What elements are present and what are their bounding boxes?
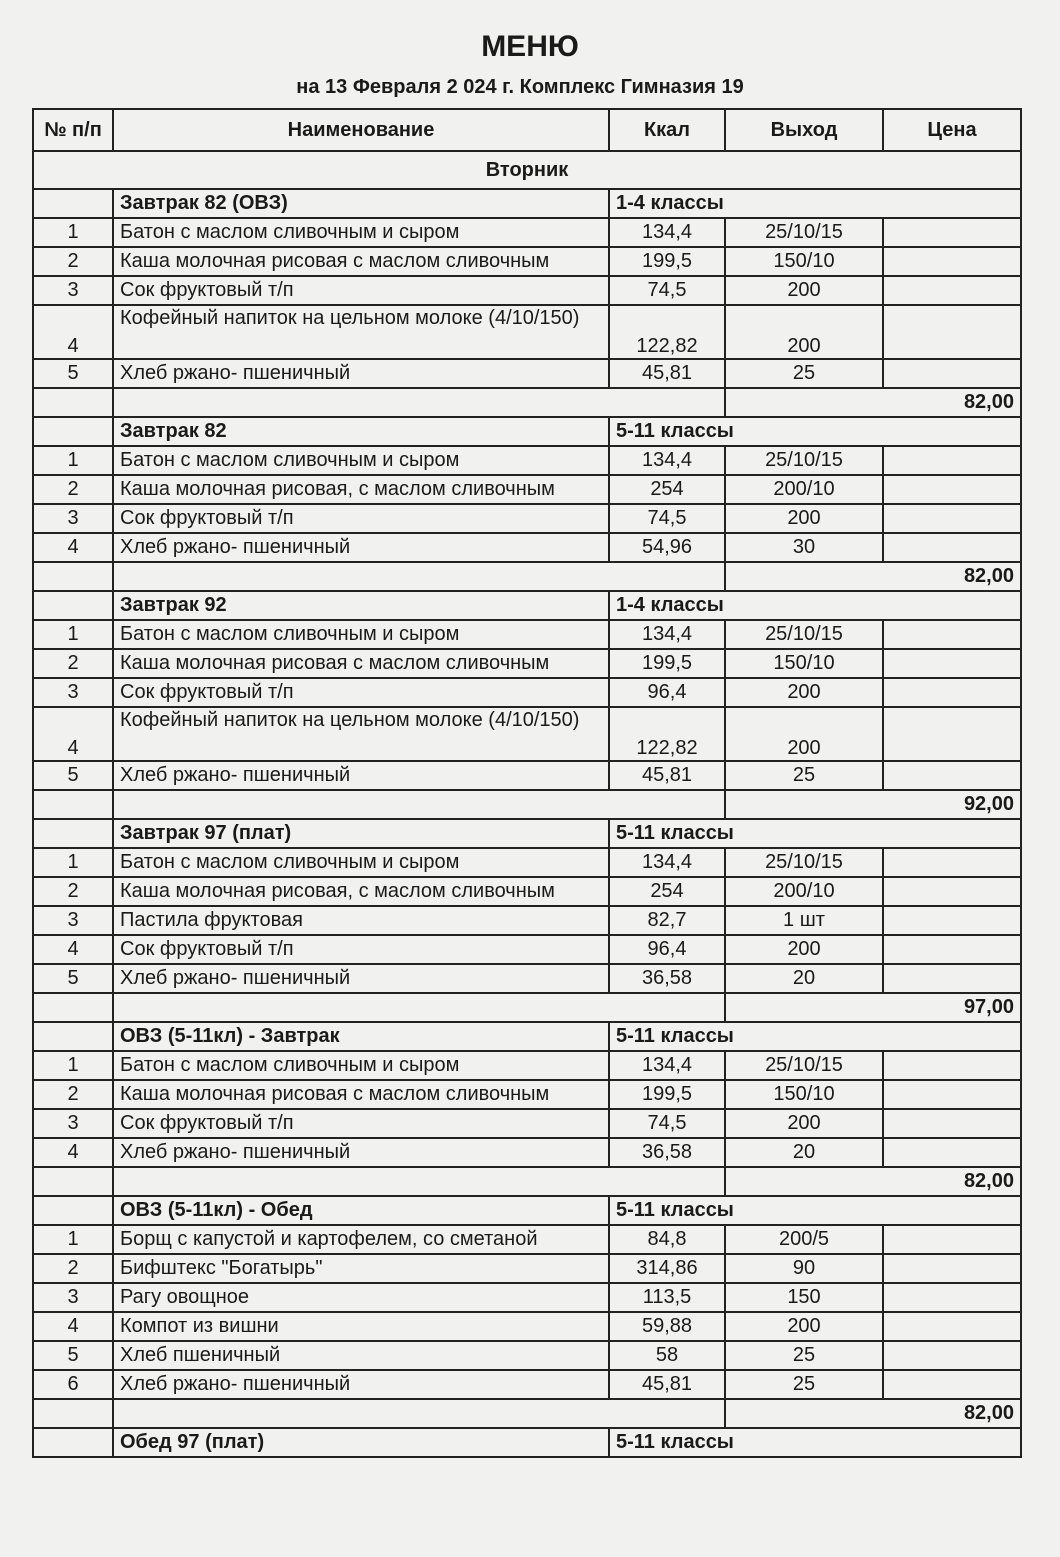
item-kcal: 36,58 — [609, 964, 725, 993]
item-name: Рагу овощное — [113, 1283, 609, 1312]
item-price — [883, 906, 1021, 935]
item-kcal: 45,81 — [609, 1370, 725, 1399]
total-empty-cell — [33, 388, 113, 417]
item-kcal: 74,5 — [609, 276, 725, 305]
item-number: 3 — [33, 1283, 113, 1312]
item-output: 200 — [725, 276, 883, 305]
item-price — [883, 305, 1021, 359]
item-name: Сок фруктовый т/п — [113, 276, 609, 305]
table-row — [33, 276, 1021, 305]
item-price — [883, 1109, 1021, 1138]
table-row — [33, 678, 1021, 707]
section-total-price: 82,00 — [725, 1167, 1021, 1196]
item-output: 200 — [725, 504, 883, 533]
section-title: ОВЗ (5-11кл) - Завтрак — [113, 1022, 609, 1051]
item-output: 200 — [725, 1109, 883, 1138]
item-price — [883, 848, 1021, 877]
header-price: Цена — [883, 109, 1021, 151]
header-output: Выход — [725, 109, 883, 151]
section-title: Завтрак 82 (ОВЗ) — [113, 189, 609, 218]
item-number: 1 — [33, 218, 113, 247]
item-number: 4 — [33, 305, 113, 359]
item-output: 20 — [725, 1138, 883, 1167]
item-output: 150 — [725, 1283, 883, 1312]
item-output: 20 — [725, 964, 883, 993]
section-classes: 5-11 классы — [609, 417, 1021, 446]
item-number: 6 — [33, 1370, 113, 1399]
total-empty-cell — [33, 993, 113, 1022]
section-title: ОВЗ (5-11кл) - Обед — [113, 1196, 609, 1225]
item-price — [883, 649, 1021, 678]
table-row — [33, 848, 1021, 877]
item-output: 150/10 — [725, 247, 883, 276]
item-name: Батон с маслом сливочным и сыром — [113, 620, 609, 649]
table-row — [33, 1370, 1021, 1399]
item-kcal: 45,81 — [609, 359, 725, 388]
item-name: Сок фруктовый т/п — [113, 935, 609, 964]
table-row — [33, 446, 1021, 475]
section-classes: 5-11 классы — [609, 1428, 1021, 1457]
item-price — [883, 1225, 1021, 1254]
table-row — [33, 1080, 1021, 1109]
section-header-row — [33, 1428, 1021, 1457]
total-empty-cell — [113, 562, 725, 591]
section-num-cell — [33, 1022, 113, 1051]
item-output: 200 — [725, 707, 883, 761]
section-classes: 5-11 классы — [609, 1196, 1021, 1225]
item-kcal: 199,5 — [609, 649, 725, 678]
table-row — [33, 1254, 1021, 1283]
item-price — [883, 935, 1021, 964]
table-row — [33, 1225, 1021, 1254]
table-row — [33, 1312, 1021, 1341]
page-subtitle: на 13 Февраля 2 024 г. Комплекс Гимназия 19 — [296, 76, 744, 98]
item-name: Батон с маслом сливочным и сыром — [113, 446, 609, 475]
item-price — [883, 1283, 1021, 1312]
total-empty-cell — [33, 1167, 113, 1196]
item-price — [883, 218, 1021, 247]
table-row — [33, 877, 1021, 906]
item-number: 2 — [33, 475, 113, 504]
section-total-row — [33, 562, 1021, 591]
section-total-price: 97,00 — [725, 993, 1021, 1022]
item-kcal: 134,4 — [609, 446, 725, 475]
day-label: Вторник — [33, 151, 1021, 189]
item-name: Хлеб ржано- пшеничный — [113, 1138, 609, 1167]
item-number: 2 — [33, 247, 113, 276]
item-number: 5 — [33, 964, 113, 993]
item-number: 2 — [33, 1080, 113, 1109]
item-name: Батон с маслом сливочным и сыром — [113, 848, 609, 877]
item-price — [883, 1370, 1021, 1399]
item-name: Хлеб ржано- пшеничный — [113, 761, 609, 790]
total-empty-cell — [33, 790, 113, 819]
total-empty-cell — [113, 1167, 725, 1196]
section-total-price: 82,00 — [725, 562, 1021, 591]
table-row — [33, 1109, 1021, 1138]
item-kcal: 122,82 — [609, 707, 725, 761]
item-price — [883, 1051, 1021, 1080]
total-empty-cell — [33, 1399, 113, 1428]
table-row — [33, 1341, 1021, 1370]
item-output: 25 — [725, 1341, 883, 1370]
section-classes: 1-4 классы — [609, 591, 1021, 620]
section-num-cell — [33, 417, 113, 446]
item-name: Кофейный напиток на цельном молоке (4/10/150) — [113, 707, 609, 761]
table-row — [33, 649, 1021, 678]
table-row — [33, 964, 1021, 993]
item-name: Батон с маслом сливочным и сыром — [113, 1051, 609, 1080]
item-kcal: 45,81 — [609, 761, 725, 790]
item-name: Пастила фруктовая — [113, 906, 609, 935]
item-output: 200/10 — [725, 475, 883, 504]
section-total-price: 82,00 — [725, 1399, 1021, 1428]
item-number: 5 — [33, 1341, 113, 1370]
item-number: 3 — [33, 678, 113, 707]
item-kcal: 82,7 — [609, 906, 725, 935]
item-price — [883, 1312, 1021, 1341]
item-output: 25/10/15 — [725, 620, 883, 649]
item-number: 4 — [33, 1312, 113, 1341]
item-name: Каша молочная рисовая, с маслом сливочным — [113, 475, 609, 504]
total-empty-cell — [33, 562, 113, 591]
item-name: Бифштекс "Богатырь" — [113, 1254, 609, 1283]
item-output: 1 шт — [725, 906, 883, 935]
item-kcal: 134,4 — [609, 620, 725, 649]
item-kcal: 59,88 — [609, 1312, 725, 1341]
item-name: Борщ с капустой и картофелем, со сметаной — [113, 1225, 609, 1254]
item-output: 25 — [725, 761, 883, 790]
item-kcal: 74,5 — [609, 504, 725, 533]
item-output: 25/10/15 — [725, 1051, 883, 1080]
item-name: Каша молочная рисовая с маслом сливочным — [113, 247, 609, 276]
item-price — [883, 964, 1021, 993]
item-number: 5 — [33, 359, 113, 388]
header-name: Наименование — [113, 109, 609, 151]
section-header-row — [33, 417, 1021, 446]
header-num: № п/п — [33, 109, 113, 151]
item-name: Сок фруктовый т/п — [113, 678, 609, 707]
item-number: 1 — [33, 848, 113, 877]
section-title: Завтрак 97 (плат) — [113, 819, 609, 848]
item-name: Каша молочная рисовая с маслом сливочным — [113, 1080, 609, 1109]
item-output: 150/10 — [725, 1080, 883, 1109]
item-kcal: 122,82 — [609, 305, 725, 359]
item-price — [883, 1138, 1021, 1167]
section-header-row — [33, 1196, 1021, 1225]
item-price — [883, 707, 1021, 761]
item-kcal: 254 — [609, 475, 725, 504]
item-number: 3 — [33, 276, 113, 305]
table-row — [33, 1051, 1021, 1080]
item-output: 150/10 — [725, 649, 883, 678]
item-number: 1 — [33, 1225, 113, 1254]
section-total-price: 82,00 — [725, 388, 1021, 417]
item-kcal: 58 — [609, 1341, 725, 1370]
table-row — [33, 504, 1021, 533]
item-output: 25 — [725, 1370, 883, 1399]
item-kcal: 134,4 — [609, 1051, 725, 1080]
item-number: 1 — [33, 1051, 113, 1080]
item-number: 1 — [33, 446, 113, 475]
section-header-row — [33, 819, 1021, 848]
table-row — [33, 761, 1021, 790]
item-kcal: 84,8 — [609, 1225, 725, 1254]
item-output: 25/10/15 — [725, 446, 883, 475]
item-name: Хлеб пшеничный — [113, 1341, 609, 1370]
item-name: Батон с маслом сливочным и сыром — [113, 218, 609, 247]
item-name: Хлеб ржано- пшеничный — [113, 533, 609, 562]
section-num-cell — [33, 819, 113, 848]
item-price — [883, 620, 1021, 649]
section-title: Обед 97 (плат) — [113, 1428, 609, 1457]
item-kcal: 96,4 — [609, 935, 725, 964]
item-price — [883, 276, 1021, 305]
table-row — [33, 620, 1021, 649]
item-number: 3 — [33, 504, 113, 533]
item-price — [883, 446, 1021, 475]
item-name: Хлеб ржано- пшеничный — [113, 1370, 609, 1399]
section-title: Завтрак 82 — [113, 417, 609, 446]
item-kcal: 36,58 — [609, 1138, 725, 1167]
section-total-price: 92,00 — [725, 790, 1021, 819]
item-price — [883, 475, 1021, 504]
section-total-row — [33, 993, 1021, 1022]
section-total-row — [33, 1399, 1021, 1428]
section-header-row — [33, 591, 1021, 620]
item-number: 3 — [33, 1109, 113, 1138]
section-title: Завтрак 92 — [113, 591, 609, 620]
item-price — [883, 1341, 1021, 1370]
item-output: 90 — [725, 1254, 883, 1283]
section-num-cell — [33, 1428, 113, 1457]
item-number: 4 — [33, 1138, 113, 1167]
item-number: 3 — [33, 906, 113, 935]
total-empty-cell — [113, 790, 725, 819]
day-row — [33, 151, 1021, 189]
item-price — [883, 1080, 1021, 1109]
menu-table — [32, 108, 1022, 1458]
table-row — [33, 305, 1021, 359]
item-name: Хлеб ржано- пшеничный — [113, 359, 609, 388]
item-name: Каша молочная рисовая, с маслом сливочным — [113, 877, 609, 906]
section-total-row — [33, 790, 1021, 819]
table-row — [33, 247, 1021, 276]
item-kcal: 134,4 — [609, 848, 725, 877]
section-header-row — [33, 1022, 1021, 1051]
item-output: 200/10 — [725, 877, 883, 906]
item-output: 25/10/15 — [725, 218, 883, 247]
item-price — [883, 504, 1021, 533]
section-header-row — [33, 189, 1021, 218]
section-num-cell — [33, 1196, 113, 1225]
item-number: 2 — [33, 877, 113, 906]
item-price — [883, 761, 1021, 790]
item-name: Сок фруктовый т/п — [113, 1109, 609, 1138]
table-header-row — [33, 109, 1021, 151]
item-number: 4 — [33, 533, 113, 562]
item-number: 4 — [33, 707, 113, 761]
item-price — [883, 877, 1021, 906]
table-row — [33, 707, 1021, 761]
item-kcal: 199,5 — [609, 247, 725, 276]
item-kcal: 74,5 — [609, 1109, 725, 1138]
item-kcal: 199,5 — [609, 1080, 725, 1109]
item-output: 25 — [725, 359, 883, 388]
item-name: Хлеб ржано- пшеничный — [113, 964, 609, 993]
item-name: Сок фруктовый т/п — [113, 504, 609, 533]
section-classes: 5-11 классы — [609, 1022, 1021, 1051]
item-output: 200 — [725, 678, 883, 707]
item-number: 2 — [33, 649, 113, 678]
table-row — [33, 475, 1021, 504]
table-row — [33, 533, 1021, 562]
header-kcal: Ккал — [609, 109, 725, 151]
total-empty-cell — [113, 388, 725, 417]
item-number: 2 — [33, 1254, 113, 1283]
table-row — [33, 906, 1021, 935]
item-price — [883, 678, 1021, 707]
item-output: 200 — [725, 935, 883, 964]
item-number: 1 — [33, 620, 113, 649]
table-row — [33, 359, 1021, 388]
section-classes: 1-4 классы — [609, 189, 1021, 218]
item-number: 5 — [33, 761, 113, 790]
item-kcal: 134,4 — [609, 218, 725, 247]
item-kcal: 96,4 — [609, 678, 725, 707]
item-output: 200/5 — [725, 1225, 883, 1254]
section-classes: 5-11 классы — [609, 819, 1021, 848]
item-name: Каша молочная рисовая с маслом сливочным — [113, 649, 609, 678]
menu-body — [33, 151, 1021, 1457]
item-kcal: 113,5 — [609, 1283, 725, 1312]
section-total-row — [33, 1167, 1021, 1196]
item-number: 4 — [33, 935, 113, 964]
item-output: 200 — [725, 305, 883, 359]
table-row — [33, 218, 1021, 247]
item-output: 200 — [725, 1312, 883, 1341]
item-price — [883, 1254, 1021, 1283]
page-title: МЕНЮ — [481, 30, 579, 63]
section-num-cell — [33, 189, 113, 218]
total-empty-cell — [113, 993, 725, 1022]
item-output: 25/10/15 — [725, 848, 883, 877]
item-output: 30 — [725, 533, 883, 562]
item-name: Кофейный напиток на цельном молоке (4/10/150) — [113, 305, 609, 359]
item-price — [883, 359, 1021, 388]
item-kcal: 254 — [609, 877, 725, 906]
item-name: Компот из вишни — [113, 1312, 609, 1341]
section-num-cell — [33, 591, 113, 620]
item-kcal: 314,86 — [609, 1254, 725, 1283]
total-empty-cell — [113, 1399, 725, 1428]
item-price — [883, 247, 1021, 276]
table-row — [33, 1283, 1021, 1312]
table-row — [33, 935, 1021, 964]
table-row — [33, 1138, 1021, 1167]
item-price — [883, 533, 1021, 562]
item-kcal: 54,96 — [609, 533, 725, 562]
section-total-row — [33, 388, 1021, 417]
